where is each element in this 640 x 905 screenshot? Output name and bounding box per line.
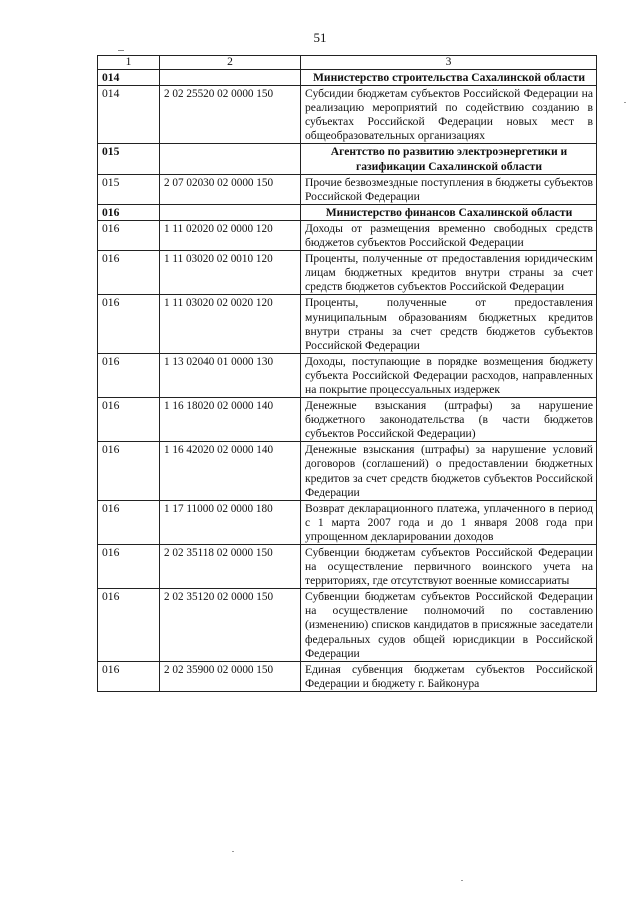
description-cell: Проценты, полученные от предоставления муниципальным образованиям бюджетных кредитов внутри страны за счет средств бюджетов субъектов Российской Федерации <box>301 295 597 353</box>
revenue-code-cell: 1 13 02040 01 0000 130 <box>160 353 301 397</box>
revenue-code-cell: 1 11 03020 02 0010 120 <box>160 251 301 295</box>
description-cell: Возврат декларационного платежа, уплаченного в период с 1 марта 2007 года и до 1 января 2008 года при упрощенном декларировании доходов <box>301 500 597 544</box>
admin-code-cell: 016 <box>98 500 160 544</box>
revenue-code-cell <box>160 70 301 86</box>
admin-code-cell: 016 <box>98 589 160 661</box>
section-title-cell: Министерство финансов Сахалинской области <box>301 204 597 220</box>
admin-code-cell: 014 <box>98 70 160 86</box>
admin-code-cell: 016 <box>98 204 160 220</box>
column-header-3: 3 <box>301 56 597 70</box>
revenue-code-cell: 2 02 35900 02 0000 150 <box>160 661 301 691</box>
table-row <box>98 589 597 661</box>
table-row <box>98 251 597 295</box>
table-body <box>98 70 597 692</box>
admin-code-cell: 015 <box>98 144 160 174</box>
section-title-cell: Министерство строительства Сахалинской области <box>301 70 597 86</box>
description-cell: Единая субвенция бюджетам субъектов Российской Федерации и бюджету г. Байконура <box>301 661 597 691</box>
revenue-code-cell: 1 11 03020 02 0020 120 <box>160 295 301 353</box>
table-row <box>98 295 597 353</box>
description-cell: Субсидии бюджетам субъектов Российской Федерации на реализацию мероприятий по содействию созданию в субъектах Российской Федерации новых мест в общеобразовательных организациях <box>301 86 597 144</box>
column-header-1: 1 <box>98 56 160 70</box>
admin-code-cell: 016 <box>98 661 160 691</box>
description-cell: Субвенции бюджетам субъектов Российской Федерации на осуществление первичного воинского учета на территориях, где отсутствуют военные комиссариаты <box>301 545 597 589</box>
admin-code-cell: 016 <box>98 295 160 353</box>
admin-code-cell: 016 <box>98 220 160 250</box>
revenue-codes-table <box>97 55 597 692</box>
section-row <box>98 144 597 174</box>
description-cell: Доходы, поступающие в порядке возмещения бюджету субъекта Российской Федерации расходов, направленных на покрытие процессуальных издержек <box>301 353 597 397</box>
admin-code-cell: 016 <box>98 251 160 295</box>
table-row <box>98 86 597 144</box>
revenue-code-cell: 1 17 11000 02 0000 180 <box>160 500 301 544</box>
revenue-code-cell: 2 07 02030 02 0000 150 <box>160 174 301 204</box>
revenue-code-cell: 1 16 18020 02 0000 140 <box>160 398 301 442</box>
description-cell: Денежные взыскания (штрафы) за нарушение условий договоров (соглашений) о предоставлении бюджетных кредитов за счет средств бюджетов субъектов Российской Федерации <box>301 442 597 500</box>
column-header-2: 2 <box>160 56 301 70</box>
table-row <box>98 545 597 589</box>
description-cell: Денежные взыскания (штрафы) за нарушение бюджетного законодательства (в части бюджетов субъектов Российской Федерации) <box>301 398 597 442</box>
revenue-code-cell: 1 11 02020 02 0000 120 <box>160 220 301 250</box>
admin-code-cell: 016 <box>98 545 160 589</box>
revenue-code-cell: 1 16 42020 02 0000 140 <box>160 442 301 500</box>
table-row <box>98 442 597 500</box>
revenue-code-cell: 2 02 35118 02 0000 150 <box>160 545 301 589</box>
description-cell: Доходы от размещения временно свободных средств бюджетов субъектов Российской Федерации <box>301 220 597 250</box>
page-number: 51 <box>313 30 327 45</box>
section-row <box>98 204 597 220</box>
table-row <box>98 220 597 250</box>
scan-speck <box>461 880 463 881</box>
admin-code-cell: 016 <box>98 442 160 500</box>
table-row <box>98 353 597 397</box>
admin-code-cell: 016 <box>98 398 160 442</box>
admin-code-cell: 014 <box>98 86 160 144</box>
admin-code-cell: 015 <box>98 174 160 204</box>
description-cell: Прочие безвозмездные поступления в бюджеты субъектов Российской Федерации <box>301 174 597 204</box>
table-row <box>98 398 597 442</box>
section-title-cell: Агентство по развитию электроэнергетики и газификации Сахалинской области <box>301 144 597 174</box>
description-cell: Проценты, полученные от предоставления юридическим лицам бюджетных кредитов внутри страны за счет средств бюджетов субъектов Российской Федерации <box>301 251 597 295</box>
revenue-code-cell <box>160 144 301 174</box>
table-row <box>98 661 597 691</box>
table-row <box>98 174 597 204</box>
table-row <box>98 500 597 544</box>
table-header-row <box>98 56 597 70</box>
scan-speck <box>232 851 234 852</box>
admin-code-cell: 016 <box>98 353 160 397</box>
scan-speck <box>624 102 626 103</box>
section-row <box>98 70 597 86</box>
description-cell: Субвенции бюджетам субъектов Российской Федерации на осуществление полномочий по составлению (изменению) списков кандидатов в присяжные заседатели федеральных судов общей юрисдикции в Российской Федерации <box>301 589 597 661</box>
scan-mark <box>118 50 124 51</box>
revenue-code-cell <box>160 204 301 220</box>
revenue-code-cell: 2 02 25520 02 0000 150 <box>160 86 301 144</box>
revenue-code-cell: 2 02 35120 02 0000 150 <box>160 589 301 661</box>
